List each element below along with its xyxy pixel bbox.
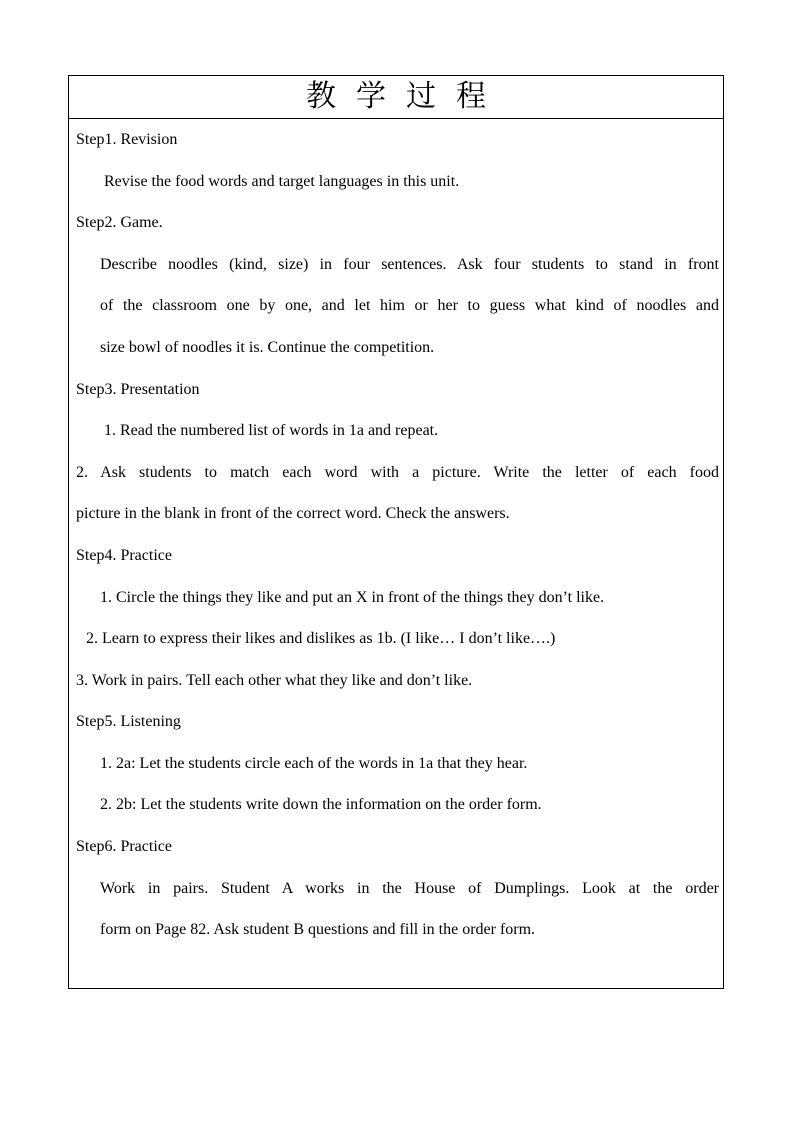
step1-text: Revise the food words and target languages in this unit. — [104, 173, 460, 190]
step2-text-line3: size bowl of noodles it is. Continue the competition. — [100, 339, 435, 356]
step5-heading: Step5. Listening — [76, 713, 181, 730]
page-title: 教学过程 — [306, 79, 506, 114]
step5-item1: 1. 2a: Let the students circle each of the words in 1a that they hear. — [100, 755, 528, 772]
lesson-table — [68, 75, 724, 989]
step6-text-line2: form on Page 82. Ask student B questions and fill in the order form. — [100, 921, 536, 938]
step4-item1: 1. Circle the things they like and put an X in front of the things they don’t like. — [100, 589, 605, 606]
step3-item2-line2: picture in the blank in front of the correct word. Check the answers. — [76, 505, 510, 522]
step3-heading: Step3. Presentation — [76, 381, 200, 398]
step4-item2: 2. Learn to express their likes and dislikes as 1b. (I like… I don’t like….) — [86, 630, 556, 647]
step2-text-line2: of the classroom one by one, and let him or her to guess what kind of noodles and — [100, 297, 719, 314]
step4-heading: Step4. Practice — [76, 547, 172, 564]
title-row — [69, 76, 723, 119]
step6-text-line1: Work in pairs. Student A works in the House of Dumplings. Look at the order — [100, 880, 719, 897]
step5-item2: 2. 2b: Let the students write down the information on the order form. — [100, 796, 542, 813]
step2-heading: Step2. Game. — [76, 214, 163, 231]
step1-heading: Step1. Revision — [76, 131, 178, 148]
step6-heading: Step6. Practice — [76, 838, 172, 855]
step3-item2-line1: 2. Ask students to match each word with a picture. Write the letter of each food — [76, 464, 719, 481]
step4-item3: 3. Work in pairs. Tell each other what they like and don’t like. — [76, 672, 473, 689]
step3-item1: 1. Read the numbered list of words in 1a and repeat. — [104, 422, 439, 439]
step2-text-line1: Describe noodles (kind, size) in four sentences. Ask four students to stand in front — [100, 256, 719, 273]
